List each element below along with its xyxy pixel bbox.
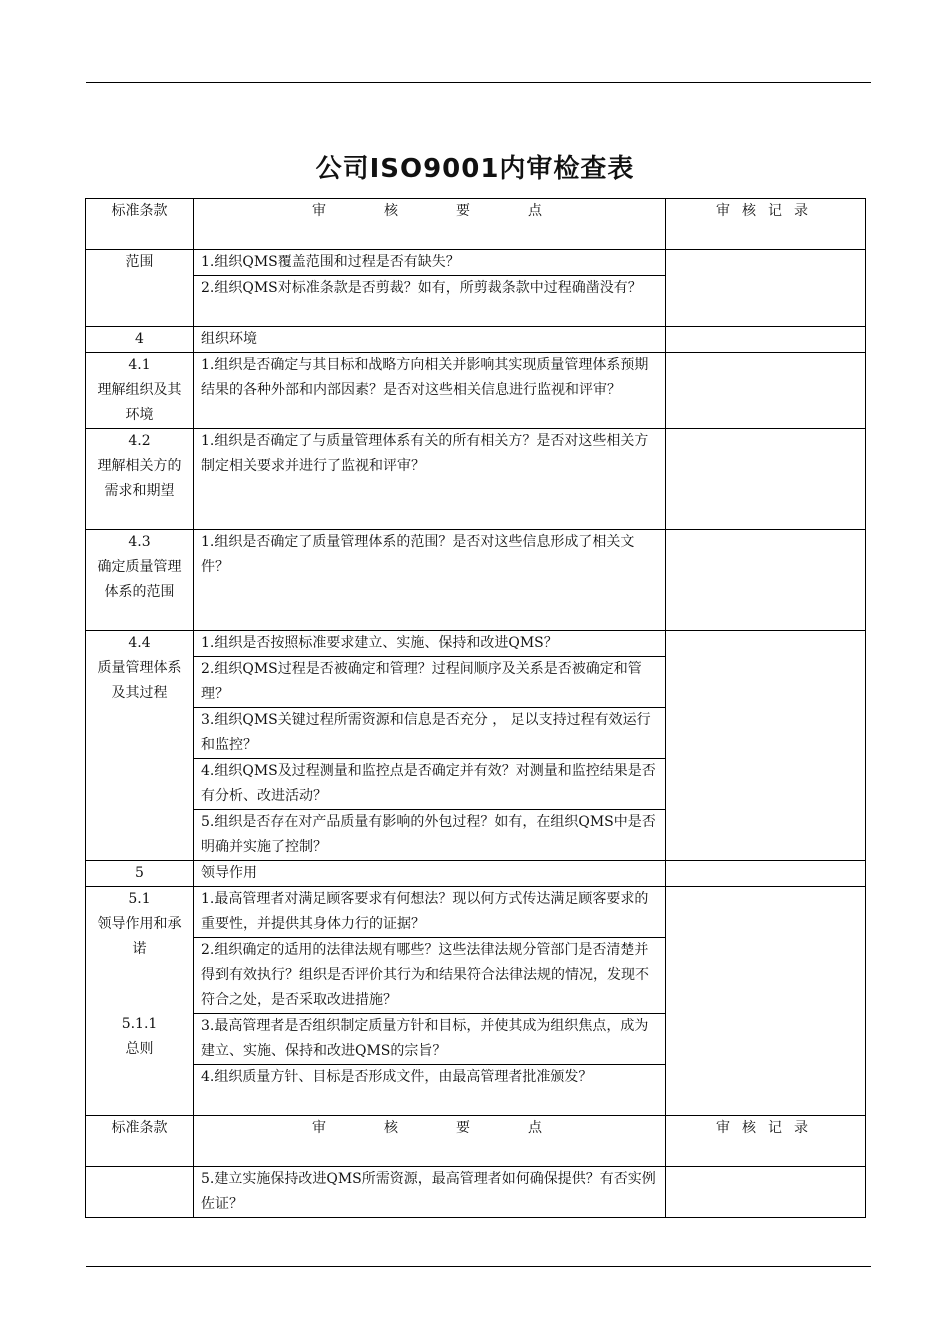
clause-name: 理解组织及其环境 — [97, 382, 182, 423]
clause-number: 5.1 — [128, 891, 151, 907]
audit-point: 1.组织是否确定了质量管理体系的范围？是否对这些信息形成了相关文件？ — [194, 530, 666, 631]
clause-cell — [86, 631, 194, 861]
footer-rule — [86, 1266, 871, 1267]
table-row — [86, 250, 866, 276]
col-clause-header: 标准条款 — [86, 1116, 194, 1167]
audit-point: 2.组织确定的适用的法律法规有哪些？这些法律法规分管部门是否清楚并得到有效执行？组织是否评价其行为和结果符合法律法规的情况，发现不符合之处，是否采取改进措施？ — [194, 938, 666, 1014]
clause-cell — [86, 250, 194, 327]
sub-clause-number: 5.1.1 — [121, 1016, 158, 1032]
record-cell[interactable] — [666, 429, 866, 530]
audit-point: 组织环境 — [194, 327, 666, 353]
audit-point: 5.组织是否存在对产品质量有影响的外包过程？如有，在组织QMS中是否明确并实施了控制？ — [194, 810, 666, 861]
record-cell[interactable] — [666, 887, 866, 1116]
record-cell[interactable] — [666, 1167, 866, 1218]
audit-point: 1.组织是否按照标准要求建立、实施、保持和改进QMS？ — [194, 631, 666, 657]
audit-point: 1.最高管理者对满足顾客要求有何想法？现以何方式传达满足顾客要求的重要性，并提供其身体力行的证据？ — [194, 887, 666, 938]
clause-number: 4.3 — [128, 534, 151, 550]
col-record-header: 审核记录 — [666, 1116, 866, 1167]
clause-cell — [86, 1167, 194, 1218]
audit-point: 4.组织质量方针、目标是否形成文件，由最高管理者批准颁发？ — [194, 1065, 666, 1116]
audit-point: 3.最高管理者是否组织制定质量方针和目标，并使其成为组织焦点，成为建立、实施、保持和改进QMS的宗旨？ — [194, 1014, 666, 1065]
audit-point: 2.组织QMS过程是否被确定和管理？过程间顺序及关系是否被确定和管理？ — [194, 657, 666, 708]
audit-point: 5.建立实施保持改进QMS所需资源，最高管理者如何确保提供？有否实例佐证？ — [194, 1167, 666, 1218]
record-cell[interactable] — [666, 250, 866, 327]
col-record-header: 审核记录 — [666, 199, 866, 250]
record-cell[interactable] — [666, 327, 866, 353]
audit-point: 4.组织QMS及过程测量和监控点是否确定并有效？对测量和监控结果是否有分析、改进活动？ — [194, 759, 666, 810]
table-row — [86, 429, 866, 530]
table-row — [86, 631, 866, 657]
col-clause-header: 标准条款 — [86, 199, 194, 250]
clause-cell — [86, 861, 194, 887]
clause-name: 领导作用和承诺 — [97, 916, 182, 957]
clause-number: 5 — [135, 865, 144, 881]
audit-point: 1.组织是否确定与其目标和战略方向相关并影响其实现质量管理体系预期结果的各种外部和内部因素？是否对这些相关信息进行监视和评审？ — [194, 353, 666, 429]
header-rule — [86, 82, 871, 83]
table-row — [86, 530, 866, 631]
clause-cell — [86, 429, 194, 530]
audit-checklist-table — [85, 198, 866, 1218]
audit-point: 领导作用 — [194, 861, 666, 887]
table-row — [86, 887, 866, 938]
record-cell[interactable] — [666, 861, 866, 887]
clause-number: 4 — [135, 331, 144, 347]
clause-name: 确定质量管理体系的范围 — [97, 559, 182, 600]
sub-clause-name: 总则 — [125, 1041, 154, 1057]
record-cell[interactable] — [666, 353, 866, 429]
table-row — [86, 353, 866, 429]
table-header-row — [86, 199, 866, 250]
table-row — [86, 1167, 866, 1218]
page-title: 公司ISO9001内审检查表 — [315, 154, 635, 184]
clause-spacer — [93, 962, 186, 1012]
col-points-header: 审核要点 — [194, 1116, 666, 1167]
clause-name: 理解相关方的需求和期望 — [97, 458, 182, 499]
clause-number: 4.4 — [128, 635, 151, 651]
audit-point: 1.组织是否确定了与质量管理体系有关的所有相关方？是否对这些相关方制定相关要求并进行了监视和评审？ — [194, 429, 666, 530]
clause-cell — [86, 327, 194, 353]
clause-number: 4.2 — [128, 433, 151, 449]
audit-point: 2.组织QMS对标准条款是否剪裁？如有，所剪裁条款中过程确凿没有？ — [194, 276, 666, 327]
col-points-header: 审核要点 — [194, 199, 666, 250]
clause-cell — [86, 530, 194, 631]
clause-number: 4.1 — [128, 357, 151, 373]
table-row — [86, 861, 866, 887]
audit-point: 3.组织QMS关键过程所需资源和信息是否充分 ， 足以支持过程有效运行和监控？ — [194, 708, 666, 759]
table-row — [86, 327, 866, 353]
record-cell[interactable] — [666, 530, 866, 631]
clause-cell — [86, 353, 194, 429]
table-header-row-repeat — [86, 1116, 866, 1167]
audit-point: 1.组织QMS覆盖范围和过程是否有缺失？ — [194, 250, 666, 276]
clause-name: 质量管理体系及其过程 — [97, 660, 182, 701]
record-cell[interactable] — [666, 631, 866, 861]
clause-name: 范围 — [125, 254, 154, 270]
clause-cell — [86, 887, 194, 1116]
